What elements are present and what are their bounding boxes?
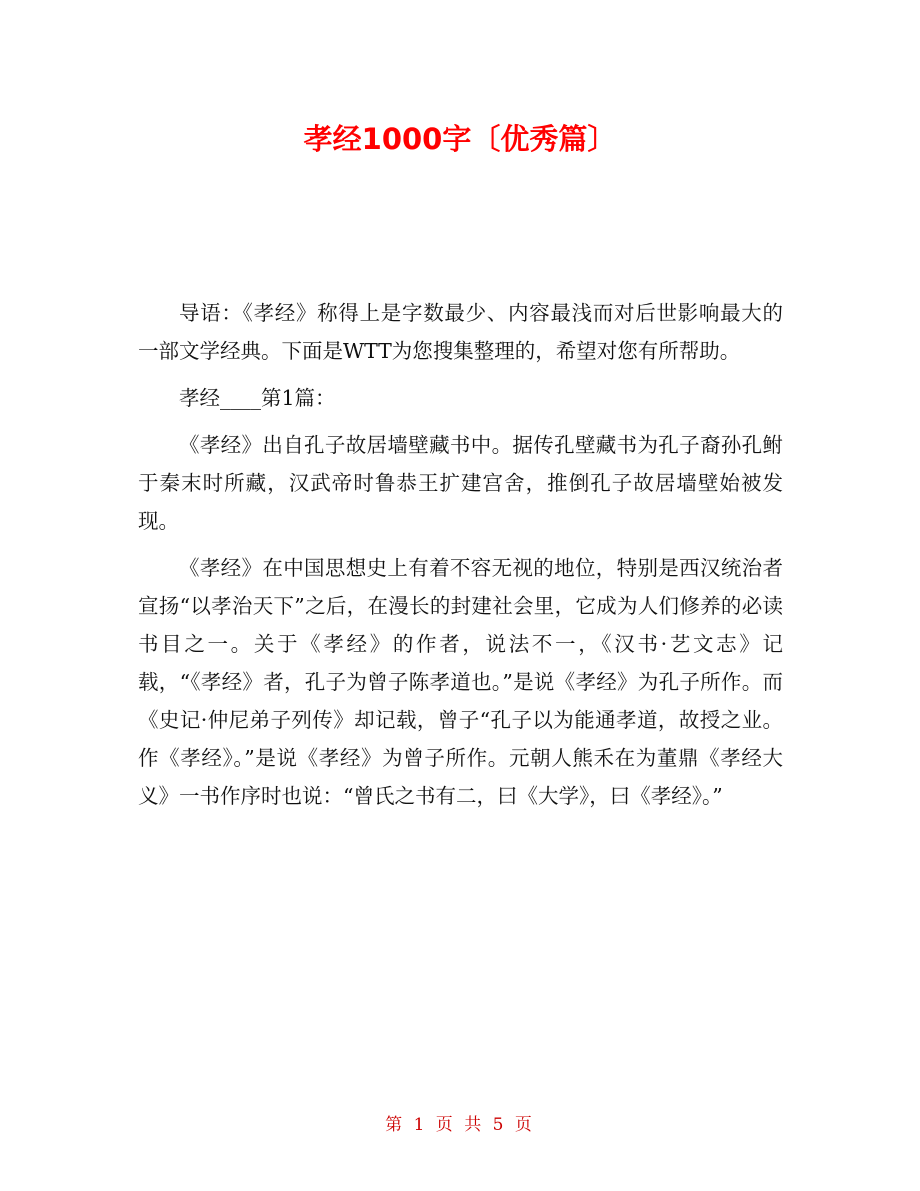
section-heading: 孝经____第1篇： — [179, 386, 336, 410]
body-paragraph: 《孝经》出自孔子故居墙壁藏书中。据传孔壁藏书为孔子裔孙孔鲋于秦末时所藏，汉武帝时鲁恭王扩建宫舍，推倒孔子故居墙壁始被发现。 — [138, 433, 783, 533]
document-title: 孝经1000字〔优秀篇〕 — [303, 122, 617, 156]
document-body — [138, 294, 783, 824]
page-footer: 第 1 页 共 5 页 — [385, 1115, 535, 1135]
body-paragraph: 《孝经》在中国思想史上有着不容无视的地位，特别是西汉统治者宣扬“以孝治天下”之后，在漫长的封建社会里，它成为人们修养的必读书目之一。关于《孝经》的作者，说法不一，《汉书·艺文志》记载，“《孝经》者，孔子为曾子陈孝道也。”是说《孝经》为孔子所作。而《史记·仲尼弟子列传》却记载，曾子“孔子以为能通孝道，故授之业。作《孝经》。”是说《孝经》为曾子所作。元朝人熊禾在为董鼎《孝经大义》一书作序时也说：“曾氏之书有二，曰《大学》，曰《孝经》。” — [138, 556, 783, 808]
intro-paragraph: 导语：《孝经》称得上是字数最少、内容最浅而对后世影响最大的一部文学经典。下面是WTT为您搜集整理的，希望对您有所帮助。 — [138, 301, 783, 363]
